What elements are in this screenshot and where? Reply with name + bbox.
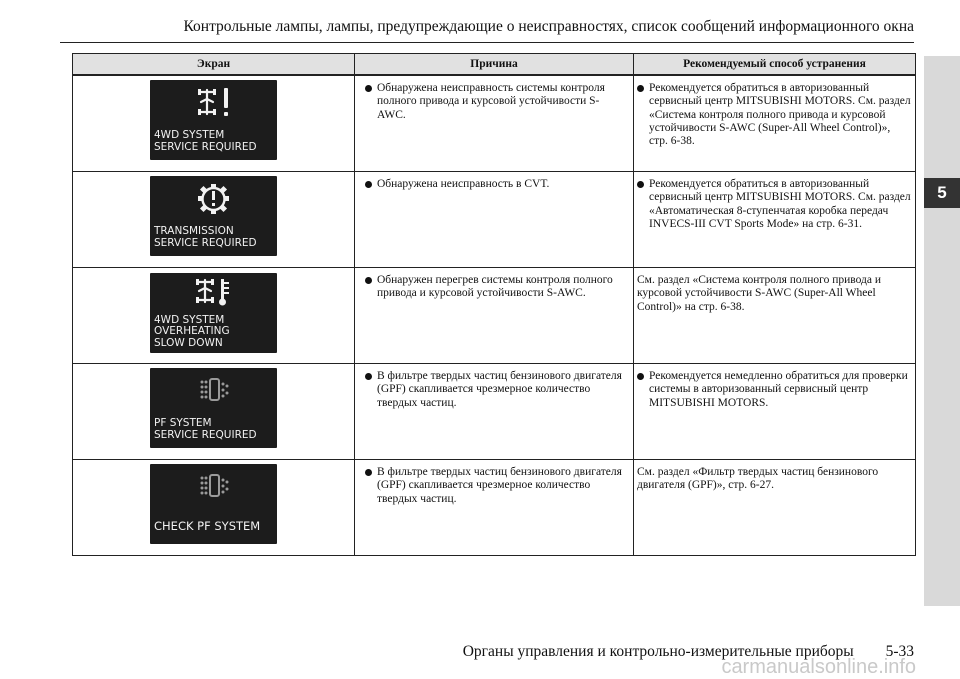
footer-section-title: Органы управления и контрольно-измерительные приборы xyxy=(462,643,854,660)
message-text: 4WD SYSTEM SERVICE REQUIRED xyxy=(154,129,257,153)
remedy-cell: См. раздел «Система контроля полного привода и курсовой устойчивости S-AWC (Super-All Wheel Control)» на стр. 6-38. xyxy=(634,268,916,364)
messages-table xyxy=(72,53,916,556)
column-header-remedy: Рекомендуемый способ устранения xyxy=(634,54,916,76)
remedy-cell: См. раздел «Фильтр твердых частиц бензинового двигателя (GPF)», стр. 6-27. xyxy=(634,460,916,556)
message-text: TRANSMISSION SERVICE REQUIRED xyxy=(154,225,257,249)
table-row xyxy=(73,460,916,556)
bullet-icon xyxy=(365,85,372,92)
screen-cell xyxy=(73,460,355,556)
particulate-filter-icon xyxy=(150,470,277,504)
cause-cell: В фильтре твердых частиц бензинового двигателя (GPF) скапливается чрезмерное количество твердых частиц. xyxy=(355,460,634,556)
header-rule xyxy=(60,42,914,43)
chapter-tab: 5 xyxy=(924,178,960,208)
watermark: carmanualsonline.info xyxy=(721,656,916,678)
screen-cell xyxy=(73,172,355,268)
screen-cell xyxy=(73,268,355,364)
message-text: PF SYSTEM SERVICE REQUIRED xyxy=(154,417,257,441)
message-display xyxy=(150,464,277,544)
remedy-cell: Рекомендуется обратиться в авторизованный сервисный центр MITSUBISHI MOTORS. См. раздел «Автоматическая 8-ступенчатая коробка передач INVECS-III CVT Sports Mode» на стр. 6-31. xyxy=(634,172,916,268)
screen-cell xyxy=(73,75,355,172)
page-number: 5-33 xyxy=(885,643,914,660)
bullet-icon xyxy=(365,373,372,380)
bullet-icon xyxy=(637,181,644,188)
message-text: 4WD SYSTEM OVERHEATING SLOW DOWN xyxy=(154,313,230,349)
screen-cell xyxy=(73,364,355,460)
message-text: CHECK PF SYSTEM xyxy=(154,518,261,533)
table-row xyxy=(73,75,916,172)
remedy-cell: Рекомендуется обратиться в авторизованный сервисный центр MITSUBISHI MOTORS. См. раздел «Система контроля полного привода и курсовой устойчивости S-AWC (Super-All Wheel Control)», стр. 6-38. xyxy=(634,75,916,172)
cause-cell: В фильтре твердых частиц бензинового двигателя (GPF) скапливается чрезмерное количество твердых частиц. xyxy=(355,364,634,460)
chapter-sidebar xyxy=(924,56,960,606)
cause-cell: Обнаружена неисправность системы контроля полного привода и курсовой устойчивости S-AWC. xyxy=(355,75,634,172)
particulate-filter-icon xyxy=(150,374,277,408)
bullet-icon xyxy=(365,277,372,284)
message-display xyxy=(150,176,277,256)
table-row xyxy=(73,268,916,364)
column-header-cause: Причина xyxy=(355,54,634,76)
bullet-icon xyxy=(365,469,372,476)
bullet-icon xyxy=(637,85,644,92)
awd-temperature-icon xyxy=(150,276,277,310)
bullet-icon xyxy=(637,373,644,380)
cause-cell: Обнаружена неисправность в CVT. xyxy=(355,172,634,268)
table-row xyxy=(73,364,916,460)
message-display xyxy=(150,273,277,353)
remedy-cell: Рекомендуется немедленно обратиться для проверки системы в авторизованный сервисный центр MITSUBISHI MOTORS. xyxy=(634,364,916,460)
column-header-screen: Экран xyxy=(73,54,355,76)
message-display xyxy=(150,80,277,160)
bullet-icon xyxy=(365,181,372,188)
cause-cell: Обнаружен перегрев системы контроля полного привода и курсовой устойчивости S-AWC. xyxy=(355,268,634,364)
page-header: Контрольные лампы, лампы, предупреждающие о неисправностях, список сообщений информационного окна xyxy=(183,18,914,35)
transmission-gear-icon xyxy=(150,182,277,216)
message-display xyxy=(150,368,277,448)
table-row xyxy=(73,172,916,268)
table-header-row xyxy=(73,54,916,76)
awd-warning-icon xyxy=(150,86,277,120)
